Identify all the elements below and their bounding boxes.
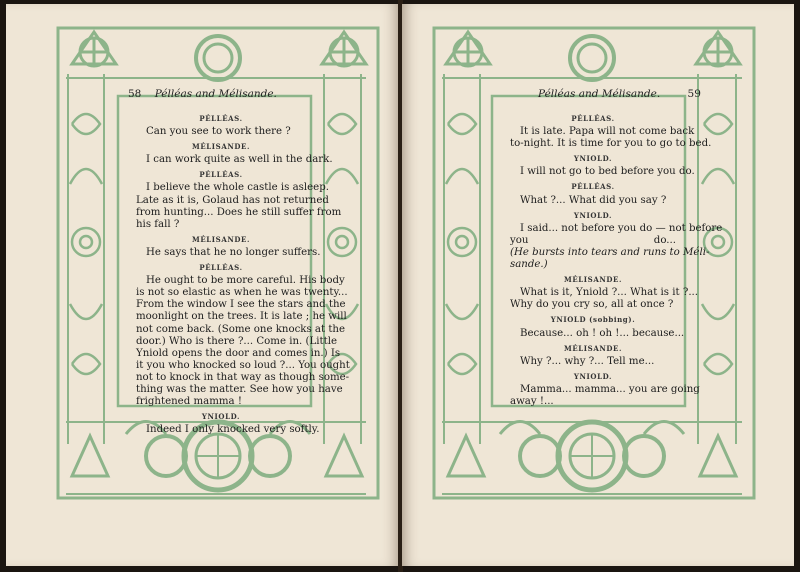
dialogue-line: Why do you cry so, all at once ? (510, 299, 674, 311)
top-medallion (196, 36, 240, 80)
left-running-header (128, 88, 277, 100)
dialogue-line: frightened mamma ! (136, 396, 242, 408)
dialogue-line: I will not go to bed before you do. (520, 166, 695, 178)
dialogue-line: What is it, Yniold ?... What is it ?... (520, 287, 699, 299)
dialogue-line: from hunting... Does he still suffer from (136, 206, 342, 218)
dialogue-line: I believe the whole castle is asleep. (146, 182, 329, 194)
dialogue-line: Why ?... why ?... Tell me... (520, 355, 655, 367)
dialogue-line: not come back. (Some one knocks at the (136, 323, 346, 335)
dialogue-line: moonlight on the trees. It is late ; he will (136, 311, 347, 323)
speaker-name: YNIOLD (sobbing). (550, 315, 636, 325)
right-running-title: Pélléas and Mélisande. (538, 88, 661, 100)
dialogue-line: Yniold opens the door and comes in.) Is (136, 347, 341, 359)
speaker-name: YNIOLD. (573, 154, 613, 164)
dialogue-line: to-night. It is time for you to go to bed. (510, 138, 712, 150)
speaker-name: PÉLLÉAS. (199, 114, 243, 123)
dialogue-line: door.) Who is there ?... Come in. (Little (136, 335, 337, 347)
speaker-name: MÉLISANDE. (191, 234, 250, 244)
dialogue-line: sande.) (510, 259, 548, 271)
speaker-name: PÉLLÉAS. (199, 263, 243, 273)
right-running-header (538, 88, 701, 100)
dialogue-line: From the window I see the stars and the (136, 299, 346, 311)
dialogue-line: Because... oh ! oh !... because... (520, 327, 685, 339)
speaker-name: PÉLLÉAS. (571, 114, 615, 123)
speaker-name: MÉLISANDE. (563, 275, 622, 285)
left-page (6, 4, 399, 566)
speaker-name: PÉLLÉAS. (199, 170, 243, 180)
dialogue-line: Indeed I only knocked very softly. (146, 424, 320, 436)
dialogue-line: you do... (510, 234, 676, 246)
speaker-name: YNIOLD. (201, 412, 241, 422)
dialogue-line: his fall ? (136, 218, 180, 230)
dialogue-line: Can you see to work there ? (146, 126, 291, 138)
right-page-number: 59 (687, 88, 701, 100)
dialogue-line: is not so elastic as when he was twenty... (136, 287, 348, 299)
dialogue-line: He says that he no longer suffers. (146, 246, 321, 258)
dialogue-line: Late as it is, Golaud has not returned (136, 194, 329, 206)
right-text-column (510, 110, 723, 408)
speaker-name: YNIOLD. (573, 210, 613, 220)
left-page-number: 58 (128, 88, 142, 100)
speaker-name: PÉLLÉAS. (571, 182, 615, 192)
dialogue-line: I can work quite as well in the dark. (146, 154, 333, 166)
dialogue-line: (He bursts into tears and runs to Méli- (510, 246, 710, 258)
right-page (402, 4, 794, 566)
left-running-title: Pélléas and Mélisande. (154, 88, 277, 100)
speaker-name: MÉLISANDE. (191, 142, 250, 152)
dialogue-line: He ought to be more careful. His body (146, 275, 345, 287)
dialogue-line: I said... not before you do — not before (520, 222, 723, 234)
dialogue-line: What ?... What did you say ? (520, 194, 667, 206)
dialogue-line: thing was the matter. See how you have (136, 383, 343, 395)
speaker-name: MÉLISANDE. (563, 343, 622, 353)
dialogue-line: away !... (510, 395, 554, 407)
dialogue-line: Mamma... mamma... you are going (520, 383, 700, 395)
speaker-name: YNIOLD. (573, 371, 613, 381)
dialogue-line: it you who knocked so loud ?... You ought (136, 359, 350, 371)
dialogue-line: It is late. Papa will not come back (520, 126, 695, 138)
dialogue-line: not to knock in that way as though some- (136, 371, 350, 383)
left-text-column (136, 110, 350, 436)
